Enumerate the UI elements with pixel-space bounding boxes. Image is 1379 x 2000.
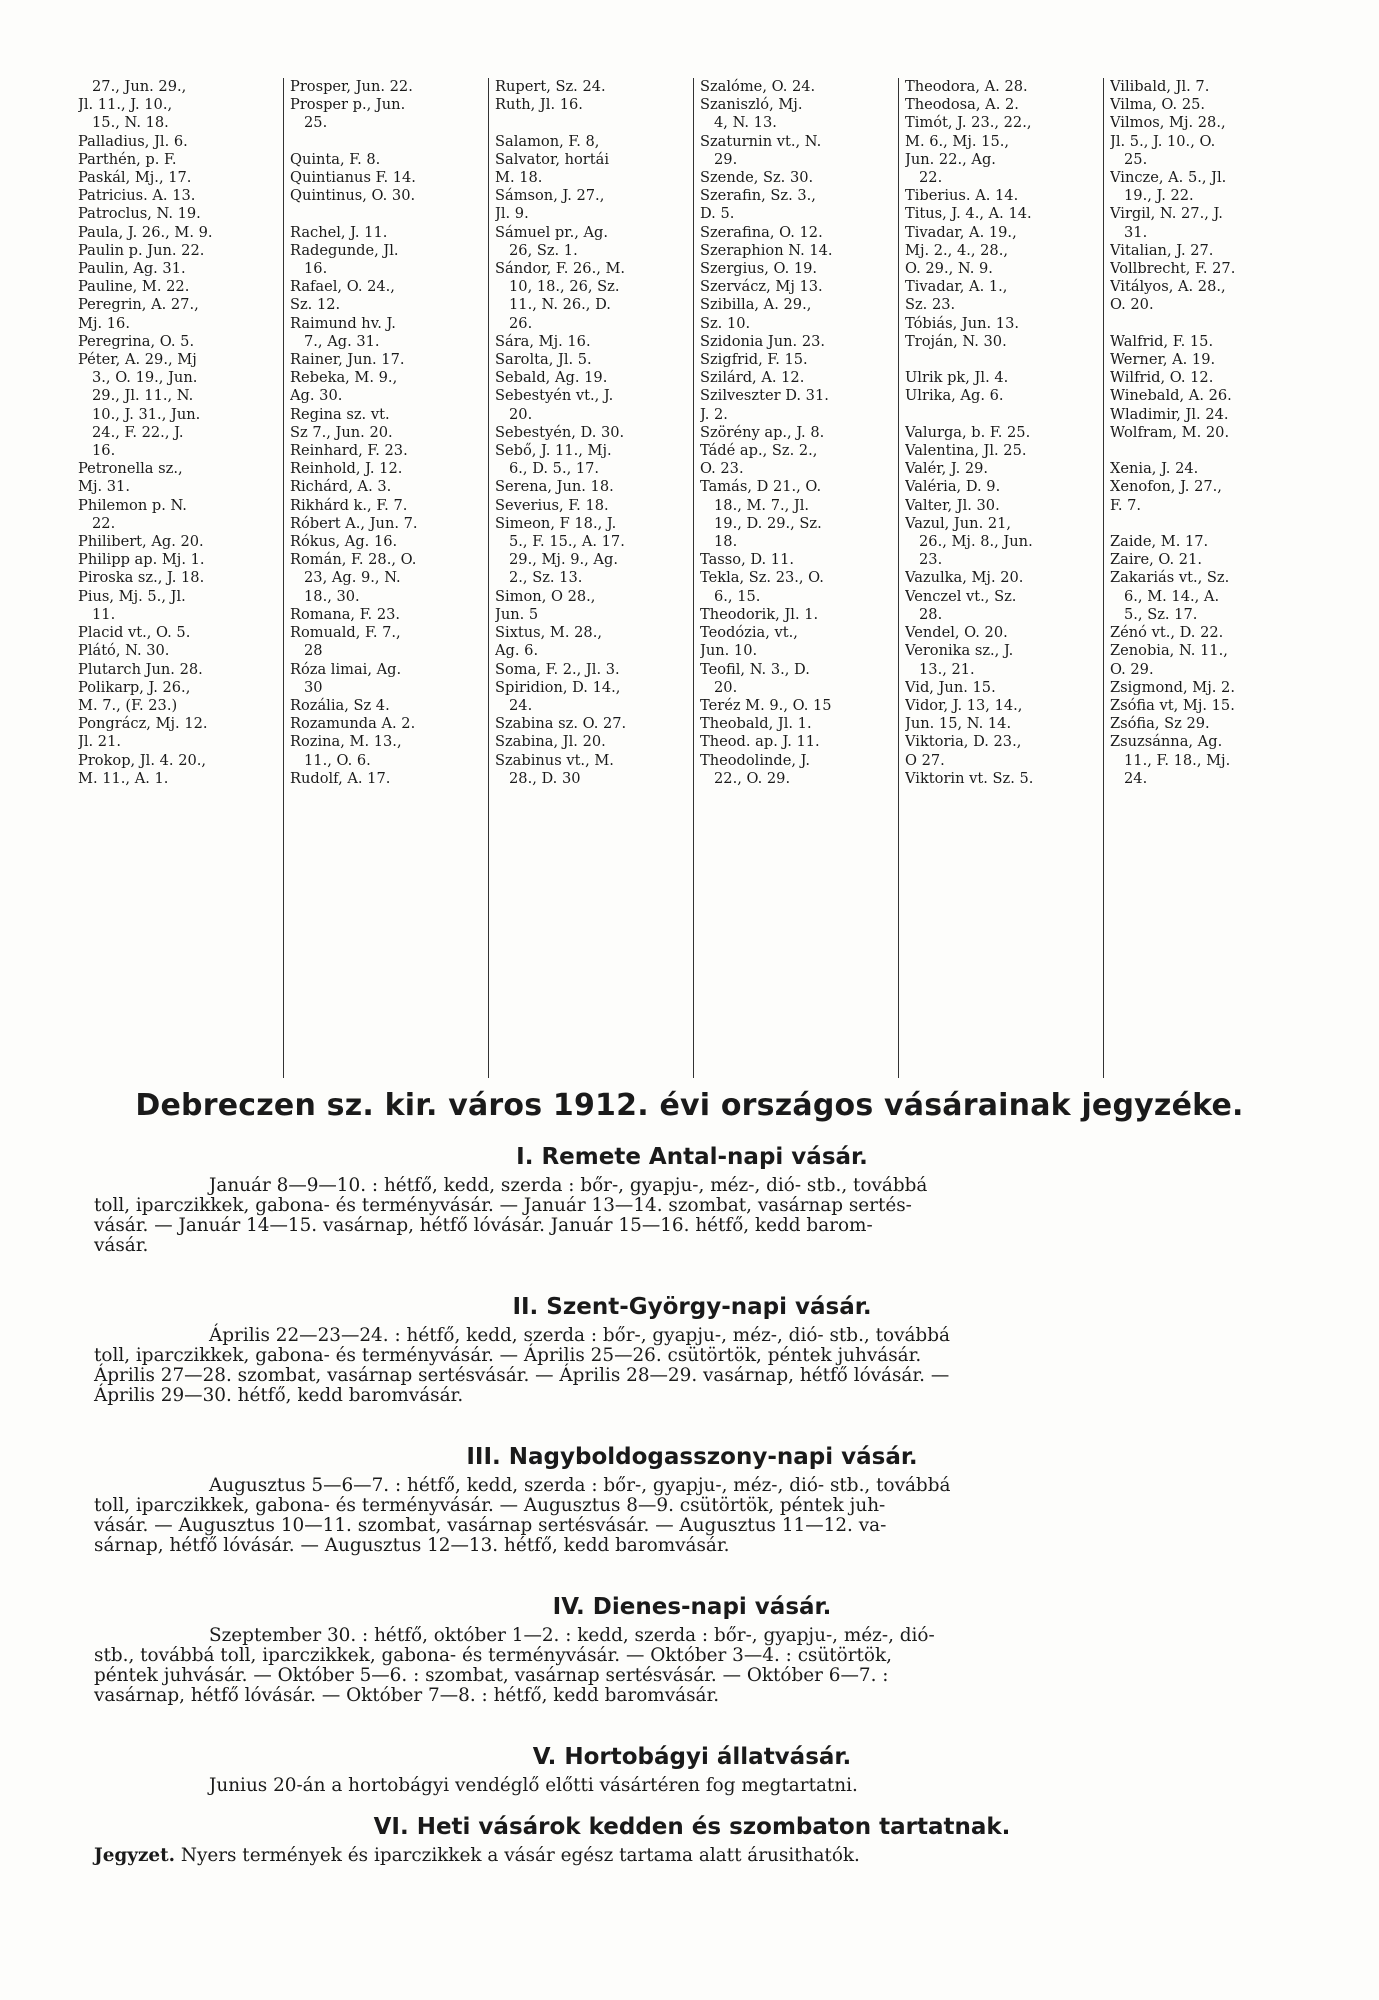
- index-entry: M. 6., Mj. 15.,: [905, 132, 1010, 150]
- index-entry: Tádé ap., Sz. 2.,: [700, 442, 818, 460]
- index-entry: Román, F. 28., O.: [290, 551, 417, 569]
- index-entry: Theod. ap. J. 11.: [700, 733, 820, 751]
- index-entry: Tiberius. A. 14.: [905, 187, 1019, 205]
- index-entry: Szeraphion N. 14.: [700, 241, 833, 259]
- index-entry: 22.: [92, 514, 116, 532]
- note-label: Jegyzet.: [94, 1845, 175, 1866]
- index-entry: M. 11., A. 1.: [78, 769, 169, 787]
- index-entry: Radegunde, Jl.: [290, 241, 399, 259]
- fair-section: [94, 1588, 1290, 1706]
- section-line: stb., továbbá toll, iparczikkek, gabona- és terményvásár. — Október 3—4. : csütörtök,: [94, 1645, 892, 1666]
- index-entry: Wladimir, Jl. 24.: [1110, 405, 1229, 423]
- section-line: vásár. — Január 14—15. vasárnap, hétfő lóvásár. Január 15—16. hétfő, kedd barom-: [94, 1215, 873, 1236]
- index-entry: Szerafin, Sz. 3.,: [700, 187, 816, 205]
- index-entry: Patricius. A. 13.: [78, 187, 196, 205]
- index-entry: 26.: [509, 314, 533, 332]
- index-entry: Sz. 12.: [290, 296, 341, 314]
- index-entry: Rupert, Sz. 24.: [495, 78, 606, 95]
- section-line: Junius 20-án a hortobágyi vendéglő előtti vásártéren fog megtartatni.: [209, 1775, 858, 1796]
- index-entry: Rozália, Sz 4.: [290, 696, 390, 714]
- index-entry: 23.: [919, 551, 943, 569]
- index-entry: Xenia, J. 24.: [1110, 460, 1199, 478]
- index-entry: 29., Mj. 9., Ag.: [509, 551, 618, 569]
- index-column: [693, 78, 898, 1078]
- index-entry: 19., D. 29., Sz.: [714, 514, 822, 532]
- index-entry: 18., M. 7., Jl.: [714, 496, 810, 514]
- index-entry: Valter, Jl. 30.: [905, 496, 1000, 514]
- index-entry: Szergius, O. 19.: [700, 260, 818, 278]
- index-entry: Jun. 5: [495, 605, 539, 623]
- index-entry: 24.: [509, 696, 533, 714]
- index-entry: 5., Sz. 17.: [1124, 605, 1198, 623]
- index-entry: 11.: [92, 605, 116, 623]
- index-entry: Zakariás vt., Sz.: [1110, 569, 1230, 587]
- section-line: vasárnap, hétfő lóvásár. — Október 7—8. : hétfő, kedd baromvásár.: [94, 1685, 720, 1706]
- index-entry: Spiridion, D. 14.,: [495, 678, 621, 696]
- index-entry: 7., Ag. 31.: [304, 332, 380, 350]
- index-entry: Róbert A., Jun. 7.: [290, 514, 418, 532]
- index-entry: Jl. 5., J. 10., O.: [1110, 132, 1216, 150]
- index-entry: Rafael, O. 24.,: [290, 278, 395, 296]
- index-entry: Ruth, Jl. 16.: [495, 96, 583, 114]
- index-column: [1103, 78, 1308, 1078]
- fair-section: [94, 1438, 1290, 1556]
- index-entry: Jl. 21.: [78, 733, 122, 751]
- index-entry: Romana, F. 23.: [290, 605, 401, 623]
- index-entry: Sebő, J. 11., Mj.: [495, 442, 612, 460]
- index-entry: 10, 18., 26, Sz.: [509, 278, 620, 296]
- index-entry: Tekla, Sz. 23., O.: [700, 569, 824, 587]
- section-line: vásár. — Augusztus 10—11. szombat, vasárnap sertésvásár. — Augusztus 11—12. va-: [94, 1515, 887, 1536]
- index-entry: 16.: [92, 442, 116, 460]
- section-line: Szeptember 30. : hétfő, október 1—2. : kedd, szerda : bőr-, gyapju-, méz-, dió-: [209, 1625, 935, 1646]
- index-entry: Polikarp, J. 26.,: [78, 678, 191, 696]
- index-entry: Troján, N. 30.: [905, 332, 1007, 350]
- index-spacer: [290, 133, 484, 151]
- index-entry: Serena, Jun. 18.: [495, 478, 614, 496]
- index-entry: 28., D. 30: [509, 769, 581, 787]
- index-entry: Salvator, hortái: [495, 150, 610, 168]
- index-entry: 24., F. 22., J.: [92, 423, 184, 441]
- index-entry: 28: [304, 642, 323, 660]
- index-entry: Teofil, N. 3., D.: [700, 660, 810, 678]
- index-entry: Pauline, M. 22.: [78, 278, 190, 296]
- index-entry: Philemon p. N.: [78, 496, 187, 514]
- index-column: [898, 78, 1103, 1078]
- index-spacer: [905, 406, 1099, 424]
- index-entry: Rainer, Jun. 17.: [290, 351, 405, 369]
- fair-section: [94, 1138, 1290, 1256]
- index-entry: Titus, J. 4., A. 14.: [905, 205, 1032, 223]
- index-entry: Ag. 6.: [495, 642, 539, 660]
- section-line: Április 27—28. szombat, vasárnap sertésvásár. — Április 28—29. vasárnap, hétfő lóvásár. —: [94, 1365, 950, 1386]
- index-entry: Prosper, Jun. 22.: [290, 78, 413, 95]
- index-entry: Tamás, D 21., O.: [700, 478, 822, 496]
- index-entry: Szibilla, A. 29.,: [700, 296, 812, 314]
- index-entry: Plutarch Jun. 28.: [78, 660, 203, 678]
- index-entry: O. 29., N. 9.: [905, 260, 993, 278]
- index-column: [78, 78, 283, 1078]
- index-entry: Sebestyén vt., J.: [495, 387, 614, 405]
- index-entry: 13., 21.: [919, 660, 975, 678]
- index-entry: Ulrika, Ag. 6.: [905, 387, 1004, 405]
- index-entry: Jun. 15, N. 14.: [905, 715, 1012, 733]
- index-entry: M. 18.: [495, 169, 543, 187]
- index-entry: Simon, O 28.,: [495, 587, 596, 605]
- index-entry: Ulrik pk, Jl. 4.: [905, 369, 1009, 387]
- index-entry: Jun. 10.: [700, 642, 758, 660]
- index-entry: 27., Jun. 29.,: [92, 78, 187, 95]
- index-entry: Jl. 9.: [495, 205, 529, 223]
- index-entry: Szörény ap., J. 8.: [700, 423, 825, 441]
- index-entry: Severius, F. 18.: [495, 496, 609, 514]
- index-entry: Sixtus, M. 28.,: [495, 624, 602, 642]
- section-line: Augusztus 5—6—7. : hétfő, kedd, szerda : bőr-, gyapju-, méz-, dió- stb., továbbá: [209, 1475, 951, 1496]
- section-line: Január 8—9—10. : hétfő, kedd, szerda : bőr-, gyapju-, méz-, dió- stb., továbbá: [209, 1175, 928, 1196]
- index-entry: Teodózia, vt.,: [700, 624, 798, 642]
- index-entry: Prokop, Jl. 4. 20.,: [78, 751, 207, 769]
- index-entry: 20.: [714, 678, 738, 696]
- index-entry: Veronika sz., J.: [905, 642, 1014, 660]
- index-entry: Szidonia Jun. 23.: [700, 332, 826, 350]
- index-entry: Viktorin vt. Sz. 5.: [905, 769, 1034, 787]
- index-entry: Philipp ap. Mj. 1.: [78, 551, 205, 569]
- index-entry: Rudolf, A. 17.: [290, 769, 391, 787]
- index-entry: Placid vt., O. 5.: [78, 624, 191, 642]
- index-entry: Mj. 31.: [78, 478, 130, 496]
- index-entry: Szigfrid, F. 15.: [700, 351, 808, 369]
- index-entry: Rebeka, M. 9.,: [290, 369, 398, 387]
- index-entry: Sámuel pr., Ag.: [495, 223, 609, 241]
- index-entry: Vazul, Jun. 21,: [905, 514, 1012, 532]
- index-entry: 29., Jl. 11., N.: [92, 387, 194, 405]
- index-entry: 11., N. 26., D.: [509, 296, 611, 314]
- section-line: vásár.: [94, 1235, 149, 1256]
- index-entry: Vilibald, Jl. 7.: [1110, 78, 1210, 95]
- index-entry: Vollbrecht, F. 27.: [1110, 260, 1236, 278]
- index-entry: Peregrin, A. 27.,: [78, 296, 199, 314]
- index-entry: Theobald, Jl. 1.: [700, 715, 812, 733]
- section-line: Április 22—23—24. : hétfő, kedd, szerda : bőr-, gyapju-, méz-, dió- stb., továbbá: [209, 1325, 950, 1346]
- index-entry: Petronella sz.,: [78, 460, 183, 478]
- index-entry: Tóbiás, Jun. 13.: [905, 314, 1019, 332]
- section-body: [94, 1326, 1290, 1406]
- index-entry: Sebestyén, D. 30.: [495, 423, 625, 441]
- index-entry: 25.: [304, 114, 328, 132]
- index-entry: O. 29.: [1110, 660, 1154, 678]
- index-entry: Pius, Mj. 5., Jl.: [78, 587, 186, 605]
- index-entry: Vazulka, Mj. 20.: [905, 569, 1024, 587]
- index-entry: M. 7., (F. 23.): [78, 696, 178, 714]
- index-entry: 31.: [1124, 223, 1148, 241]
- index-entry: Zaire, O. 21.: [1110, 551, 1202, 569]
- index-entry: Valentina, Jl. 25.: [905, 442, 1027, 460]
- index-entry: Szabina, Jl. 20.: [495, 733, 606, 751]
- index-entry: Szervácz, Mj 13.: [700, 278, 823, 296]
- index-entry: Rikhárd k., F. 7.: [290, 496, 408, 514]
- index-entry: Sarolta, Jl. 5.: [495, 351, 592, 369]
- index-entry: 22., O. 29.: [714, 769, 791, 787]
- index-entry: Pongrácz, Mj. 12.: [78, 715, 208, 733]
- index-entry: Walfrid, F. 15.: [1110, 332, 1214, 350]
- index-entry: Mj. 2., 4., 28.,: [905, 241, 1008, 259]
- index-entry: Tasso, D. 11.: [700, 551, 795, 569]
- section-heading: VI. Heti vásárok kedden és szombaton tartatnak.: [373, 1814, 1011, 1840]
- index-entry: O. 20.: [1110, 296, 1154, 314]
- index-entry: Paula, J. 26., M. 9.: [78, 223, 213, 241]
- index-entry: Venczel vt., Sz.: [905, 587, 1017, 605]
- index-entry: Mj. 16.: [78, 314, 130, 332]
- index-entry: Sámson, J. 27.,: [495, 187, 605, 205]
- index-entry: Szilveszter D. 31.: [700, 387, 829, 405]
- index-entry: 28.: [919, 605, 943, 623]
- fair-section: [94, 1738, 1290, 1796]
- section-line: sárnap, hétfő lóvásár. — Augusztus 12—13. hétfő, kedd baromvásár.: [94, 1535, 730, 1556]
- index-entry: Salamon, F. 8,: [495, 132, 600, 150]
- index-entry: Sára, Mj. 16.: [495, 332, 591, 350]
- section-body: [94, 1846, 1290, 1866]
- index-entry: 6., M. 14., A.: [1124, 587, 1220, 605]
- index-entry: 26., Mj. 8., Jun.: [919, 533, 1033, 551]
- index-entry: 6., D. 5., 17.: [509, 460, 600, 478]
- section-heading: III. Nagyboldogasszony-napi vásár.: [466, 1444, 918, 1470]
- index-entry: Szabinus vt., M.: [495, 751, 614, 769]
- index-entry: Quintianus F. 14.: [290, 169, 416, 187]
- index-entry: Simeon, F 18., J.: [495, 514, 617, 532]
- index-entry: 24.: [1124, 769, 1148, 787]
- index-entry: Rókus, Ag. 16.: [290, 533, 398, 551]
- note-line: [94, 1846, 1290, 1866]
- index-entry: 11., F. 18., Mj.: [1124, 751, 1231, 769]
- index-entry: Sz. 10.: [700, 314, 751, 332]
- index-entry: 26, Sz. 1.: [509, 241, 578, 259]
- index-entry: F. 7.: [1110, 496, 1142, 514]
- index-entry: Zenobia, N. 11.,: [1110, 642, 1228, 660]
- index-entry: 4, N. 13.: [714, 114, 777, 132]
- index-entry: Vendel, O. 20.: [905, 624, 1008, 642]
- index-entry: 20.: [509, 405, 533, 423]
- index-entry: Prosper p., Jun.: [290, 96, 406, 114]
- index-entry: Vitalian, J. 27.: [1110, 241, 1214, 259]
- index-entry: Wolfram, M. 20.: [1110, 423, 1230, 441]
- index-entry: Vilmos, Mj. 28.,: [1110, 114, 1226, 132]
- section-line: péntek juhvásár. — Október 5—6. : szombat, vasárnap sertésvásár. — Október 6—7. :: [94, 1665, 889, 1686]
- index-entry: 16.: [304, 260, 328, 278]
- index-entry: 11., O. 6.: [304, 751, 371, 769]
- index-entry: 3., O. 19., Jun.: [92, 369, 198, 387]
- index-entry: Piroska sz., J. 18.: [78, 569, 205, 587]
- index-entry: Palladius, Jl. 6.: [78, 132, 188, 150]
- index-entry: 5., F. 15., A. 17.: [509, 533, 625, 551]
- index-entry: Vincze, A. 5., Jl.: [1110, 169, 1227, 187]
- index-entry: Tivadar, A. 1.,: [905, 278, 1008, 296]
- section-body: [94, 1176, 1290, 1256]
- index-entry: 29.: [714, 150, 738, 168]
- index-entry: 23, Ag. 9., N.: [304, 569, 401, 587]
- index-entry: Vitályos, A. 28.,: [1110, 278, 1226, 296]
- index-entry: Szerafina, O. 12.: [700, 223, 823, 241]
- index-entry: Szaturnin vt., N.: [700, 132, 822, 150]
- index-entry: Róza limai, Ag.: [290, 660, 402, 678]
- index-entry: Viktoria, D. 23.,: [905, 733, 1022, 751]
- index-entry: 6., 15.: [714, 587, 761, 605]
- index-entry: Virgil, N. 27., J.: [1110, 205, 1223, 223]
- index-entry: Philibert, Ag. 20.: [78, 533, 204, 551]
- index-entry: Valéria, D. 9.: [905, 478, 1001, 496]
- index-entry: Wilfrid, O. 12.: [1110, 369, 1214, 387]
- index-entry: Zaide, M. 17.: [1110, 533, 1209, 551]
- index-entry: Parthén, p. F.: [78, 150, 177, 168]
- index-entry: Péter, A. 29., Mj: [78, 351, 197, 369]
- fair-section: [94, 1808, 1290, 1866]
- index-entry: Patroclus, N. 19.: [78, 205, 201, 223]
- index-entry: Zsófia, Sz 29.: [1110, 715, 1210, 733]
- index-entry: Zénó vt., D. 22.: [1110, 624, 1224, 642]
- index-entry: Valér, J. 29.: [905, 460, 989, 478]
- note-text: Nyers termények és iparczikkek a vásár egész tartama alatt árusithatók.: [180, 1845, 860, 1866]
- index-entry: Zsuzsánna, Ag.: [1110, 733, 1223, 751]
- index-entry: O 27.: [905, 751, 945, 769]
- section-line: toll, iparczikkek, gabona- és terményvásár. — Január 13—14. szombat, vasárnap sertés-: [94, 1195, 912, 1216]
- index-entry: Zsigmond, Mj. 2.: [1110, 678, 1235, 696]
- index-entry: Theodolinde, J.: [700, 751, 811, 769]
- index-entry: Sz 7., Jun. 20.: [290, 423, 393, 441]
- fair-section: [94, 1288, 1290, 1406]
- index-entry: 18., 30.: [304, 587, 360, 605]
- index-entry: 19., J. 22.: [1124, 187, 1194, 205]
- index-spacer: [290, 205, 484, 223]
- index-entry: Szabina sz. O. 27.: [495, 715, 627, 733]
- index-entry: Paulin p. Jun. 22.: [78, 241, 205, 259]
- section-heading: V. Hortobágyi állatvásár.: [532, 1744, 852, 1770]
- index-entry: Theodorik, Jl. 1.: [700, 605, 819, 623]
- index-entry: Sz. 23.: [905, 296, 956, 314]
- section-line: toll, iparczikkek, gabona- és terményvásár. — Április 25—26. csütörtök, péntek juhvásár.: [94, 1345, 922, 1366]
- name-index: [78, 78, 1308, 1078]
- index-spacer: [1110, 315, 1304, 333]
- index-entry: Teréz M. 9., O. 15: [700, 696, 832, 714]
- index-entry: Szalóme, O. 24.: [700, 78, 816, 95]
- index-entry: Paulin, Ag. 31.: [78, 260, 186, 278]
- section-line: toll, iparczikkek, gabona- és terményvásár. — Augusztus 8—9. csütörtök, péntek juh-: [94, 1495, 886, 1516]
- index-entry: Vilma, O. 25.: [1110, 96, 1206, 114]
- index-spacer: [495, 114, 689, 132]
- index-entry: Reinhard, F. 23.: [290, 442, 408, 460]
- index-entry: Rachel, J. 11.: [290, 223, 388, 241]
- index-column: [283, 78, 488, 1078]
- index-entry: Szende, Sz. 30.: [700, 169, 814, 187]
- index-entry: Rozamunda A. 2.: [290, 715, 416, 733]
- index-entry: Ag. 30.: [290, 387, 343, 405]
- index-entry: Paskál, Mj., 17.: [78, 169, 192, 187]
- index-entry: 22.: [919, 169, 943, 187]
- index-entry: O. 23.: [700, 460, 744, 478]
- index-entry: 30: [304, 678, 323, 696]
- index-entry: Sebald, Ag. 19.: [495, 369, 608, 387]
- index-entry: Romuald, F. 7.,: [290, 624, 401, 642]
- page-title: Debreczen sz. kir. város 1912. évi országos vásárainak jegyzéke.: [135, 1088, 1244, 1123]
- index-entry: D. 5.: [700, 205, 735, 223]
- index-spacer: [1110, 515, 1304, 533]
- index-entry: 15., N. 18.: [92, 114, 169, 132]
- index-entry: Raimund hv. J.: [290, 314, 396, 332]
- index-entry: Plátó, N. 30.: [78, 642, 170, 660]
- index-entry: Rozina, M. 13.,: [290, 733, 402, 751]
- index-entry: Xenofon, J. 27.,: [1110, 478, 1222, 496]
- index-entry: Werner, A. 19.: [1110, 351, 1216, 369]
- section-heading: IV. Dienes-napi vásár.: [552, 1594, 832, 1620]
- index-entry: J. 2.: [700, 405, 728, 423]
- index-entry: Peregrina, O. 5.: [78, 332, 195, 350]
- index-entry: Szaniszló, Mj.: [700, 96, 803, 114]
- index-entry: Sándor, F. 26., M.: [495, 260, 626, 278]
- index-entry: Quintinus, O. 30.: [290, 187, 416, 205]
- index-entry: Soma, F. 2., Jl. 3.: [495, 660, 620, 678]
- index-entry: Tivadar, A. 19.,: [905, 223, 1017, 241]
- index-entry: Theodosa, A. 2.: [905, 96, 1019, 114]
- index-entry: Winebald, A. 26.: [1110, 387, 1232, 405]
- index-spacer: [1110, 442, 1304, 460]
- index-entry: 18.: [714, 533, 738, 551]
- section-body: [94, 1626, 1290, 1706]
- section-line: Április 29—30. hétfő, kedd baromvásár.: [94, 1385, 464, 1406]
- index-entry: Jun. 22., Ag.: [905, 150, 996, 168]
- index-entry: Timót, J. 23., 22.,: [905, 114, 1032, 132]
- index-entry: Theodora, A. 28.: [905, 78, 1028, 95]
- section-body: [94, 1476, 1290, 1556]
- index-entry: 2., Sz. 13.: [509, 569, 583, 587]
- index-entry: Szilárd, A. 12.: [700, 369, 805, 387]
- index-entry: Richárd, A. 3.: [290, 478, 392, 496]
- index-entry: Reinhold, J. 12.: [290, 460, 403, 478]
- index-column: [488, 78, 693, 1078]
- index-entry: Quinta, F. 8.: [290, 150, 381, 168]
- section-body: [94, 1776, 1290, 1796]
- index-entry: 10., J. 31., Jun.: [92, 405, 201, 423]
- index-entry: Vidor, J. 13, 14.,: [905, 696, 1023, 714]
- index-entry: Zsófia vt, Mj. 15.: [1110, 696, 1235, 714]
- index-entry: Vid, Jun. 15.: [905, 678, 996, 696]
- index-entry: Jl. 11., J. 10.,: [78, 96, 173, 114]
- index-entry: 25.: [1124, 150, 1148, 168]
- section-heading: I. Remete Antal-napi vásár.: [516, 1144, 868, 1170]
- index-spacer: [905, 351, 1099, 369]
- index-entry: Valurga, b. F. 25.: [905, 423, 1031, 441]
- index-entry: Regina sz. vt.: [290, 405, 390, 423]
- section-heading: II. Szent-György-napi vásár.: [512, 1294, 872, 1320]
